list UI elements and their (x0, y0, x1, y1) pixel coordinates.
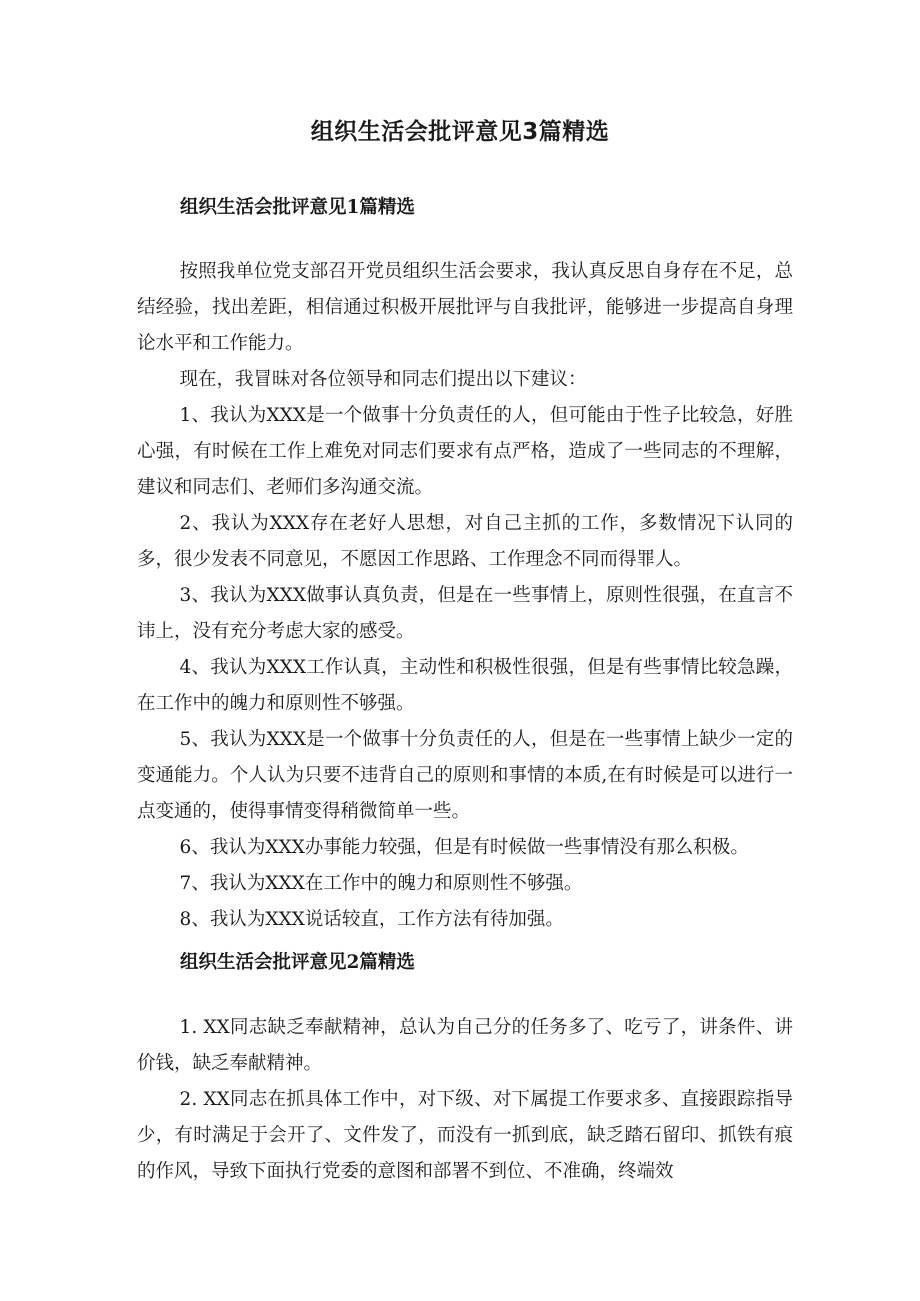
document-title: 组织生活会批评意见3篇精选 (310, 119, 610, 145)
paragraph: 1、我认为XXX是一个做事十分负责任的人，但可能由于性子比较急，好胜心强，有时候在工作上难免对同志们要求有点严格，造成了一些同志的不理解，建议和同志们、老师们多沟通交流。 (137, 405, 793, 498)
paragraph: 5、我认为XXX是一个做事十分负责任的人，但是在一些事情上缺少一定的变通能力。个人认为只要不违背自己的原则和事情的本质,在有时候是可以进行一点变通的，使得事情变得稍微简单一些。 (137, 729, 793, 822)
paragraph: 按照我单位党支部召开党员组织生活会要求，我认真反思自身存在不足，总结经验，找出差距，相信通过积极开展批评与自我批评，能够进一步提高自身理论水平和工作能力。 (137, 261, 793, 354)
section-2-body (137, 1010, 793, 1190)
paragraph: 2、我认为XXX存在老好人思想，对自己主抓的工作，多数情况下认同的多，很少发表不同意见，不愿因工作思路、工作理念不同而得罪人。 (137, 513, 793, 570)
paragraph: 1. XX同志缺乏奉献精神，总认为自己分的任务多了、吃亏了，讲条件、讲价钱，缺乏奉献精神。 (137, 1017, 793, 1074)
paragraph: 6、我认为XXX办事能力较强，但是有时候做一些事情没有那么积极。 (179, 837, 749, 858)
section-2-heading: 组织生活会批评意见2篇精选 (180, 952, 415, 973)
section-1-body (137, 254, 793, 938)
section-1-heading: 组织生活会批评意见1篇精选 (180, 197, 415, 218)
paragraph: 8、我认为XXX说话较直，工作方法有待加强。 (179, 909, 564, 930)
paragraph: 7、我认为XXX在工作中的魄力和原则性不够强。 (179, 873, 583, 894)
paragraph: 4、我认为XXX工作认真，主动性和积极性很强，但是有些事情比较急躁，在工作中的魄力和原则性不够强。 (137, 657, 793, 714)
paragraph: 3、我认为XXX做事认真负责，但是在一些事情上，原则性很强，在直言不讳上，没有充分考虑大家的感受。 (137, 585, 793, 642)
paragraph: 2. XX同志在抓具体工作中，对下级、对下属提工作要求多、直接跟踪指导少，有时满足于会开了、文件发了，而没有一抓到底，缺乏踏石留印、抓铁有痕的作风，导致下面执行党委的意图和部署不到位、不准确，终端效 (137, 1089, 793, 1182)
paragraph: 现在，我冒昧对各位领导和同志们提出以下建议： (179, 369, 587, 390)
